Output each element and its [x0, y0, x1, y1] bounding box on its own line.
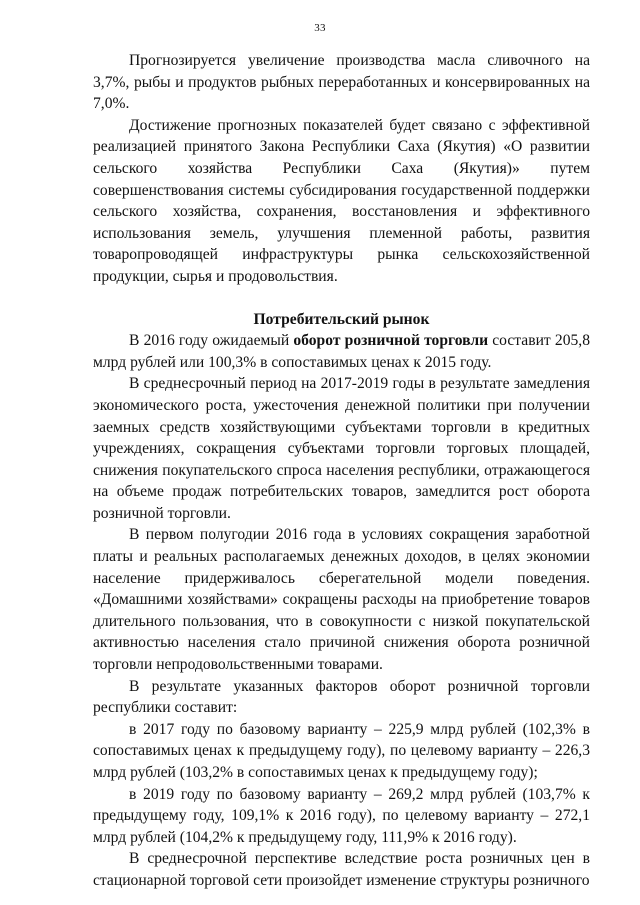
paragraph-forecast-2019: в 2019 году по базовому варианту – 269,2 млрд рублей (103,7% к предыдущему году, 109,1% к 2016 году), по целевому варианту – 272,1 млрд рублей (104,2% к предыдущему году, 111,9% к 2016 году). — [93, 785, 590, 846]
page-content — [93, 50, 590, 892]
turnover-text-before: В 2016 году ожидаемый — [129, 332, 294, 350]
section-heading-consumer-market: Потребительский рынок — [253, 310, 430, 328]
paragraph-forecast-2017: в 2017 году по базовому варианту – 225,9 млрд рублей (102,3% в сопоставимых ценах к предыдущему году), по целевому варианту – 226,3 млрд рублей (103,2% в сопоставимых ценах к предыдущему году); — [93, 720, 590, 781]
paragraph-structure-change: В среднесрочной перспективе вследствие роста розничных цен в стационарной торговой сети произойдет изменение структуры розничного — [93, 850, 590, 889]
turnover-bold-term: оборот розничной торговли — [293, 332, 489, 350]
turnover-text-after: составит 205,8 млрд рублей или 100,3% в сопоставимых ценах к 2015 году. — [93, 332, 590, 371]
paragraph-law-implementation: Достижение прогнозных показателей будет связано с эффективной реализацией принятого Закона Республики Саха (Якутия) «О развитии сельского хозяйства Республики Саха (Якутия)» путем совершенствования системы субсидирования государственной поддержки сельского хозяйства, сохранения, восстановления и эффективного использования земель, улучшения племенной работы, развития товаропроводящей инфраструктуры рынка сельскохозяйственной продукции, сырья и продовольствия. — [93, 116, 590, 285]
paragraph-first-half-2016: В первом полугодии 2016 года в условиях сокращения заработной платы и реальных располагаемых денежных доходов, в целях экономии население придерживалось сберегательной модели поведения. «Домашними хозяйствами» сокращены расходы на приобретение товаров длительного пользования, что в совокупности с низкой покупательской активностью населения стало причиной снижения оборота розничной торговли непродовольственными товарами. — [93, 526, 590, 674]
paragraph-factors-result: В результате указанных факторов оборот розничной торговли республики составит: — [93, 677, 590, 717]
page-number: 33 — [314, 22, 326, 34]
paragraph-butter-fish-forecast: Прогнозируется увеличение производства масла сливочного на 3,7%, рыбы и продуктов рыбных переработанных и консервированных на 7,0%. — [93, 52, 590, 113]
paragraph-medium-term-slowdown: В среднесрочный период на 2017-2019 годы в результате замедления экономического роста, ужесточения денежной политики при получении заемных средств хозяйствующими субъектами торговли в кредитных учреждениях, сокращения субъектами торговли торговых площадей, снижения покупательского спроса населения республики, отражающегося на объеме продаж потребительских товаров, замедлится рост оборота розничной торговли. — [93, 375, 590, 522]
paragraph-retail-turnover-2016 — [93, 330, 590, 373]
